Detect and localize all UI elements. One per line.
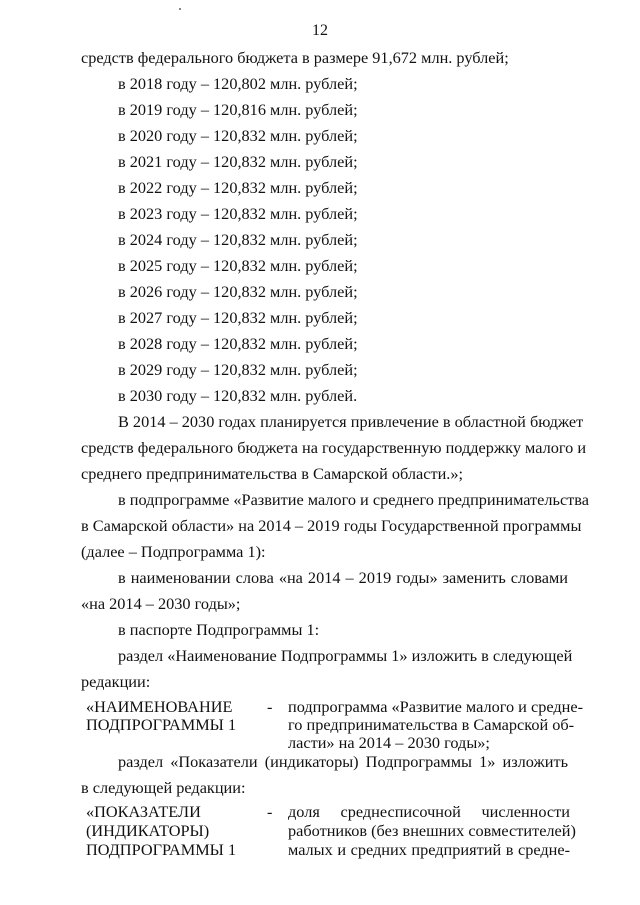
section-name-paragraph-line: редакции: bbox=[81, 672, 151, 691]
section-indicators-paragraph-line: раздел «Показатели (индикаторы) Подпрограммы 1» изложить bbox=[118, 752, 568, 771]
year-line: в 2027 году – 120,832 млн. рублей; bbox=[118, 308, 358, 327]
indicators-table-label: ПОДПРОГРАММЫ 1 bbox=[86, 840, 237, 859]
year-line: в 2024 году – 120,832 млн. рублей; bbox=[118, 230, 358, 249]
name-table-value: го предпринимательства в Самарской об- bbox=[288, 715, 575, 734]
name-paragraph-line: в наименовании слова «на 2014 – 2019 годы» заменить словами bbox=[118, 568, 568, 587]
subprogram-paragraph-line: в Самарской области» на 2014 – 2019 годы Государственной программы bbox=[81, 516, 582, 535]
indicators-table-dash: - bbox=[267, 802, 273, 821]
year-line: в 2029 году – 120,832 млн. рублей; bbox=[118, 360, 358, 379]
subprogram-paragraph-line: в подпрограмме «Развитие малого и среднего предпринимательства bbox=[118, 490, 589, 509]
indicators-table-value: доля среднесписочной численности bbox=[288, 802, 570, 821]
year-line: в 2026 году – 120,832 млн. рублей; bbox=[118, 282, 358, 301]
indicators-table-label: «ПОКАЗАТЕЛИ bbox=[86, 802, 201, 821]
subprogram-paragraph-line: (далее – Подпрограмма 1): bbox=[81, 542, 266, 561]
year-line: в 2025 году – 120,832 млн. рублей; bbox=[118, 256, 358, 275]
year-line: в 2023 году – 120,832 млн. рублей; bbox=[118, 204, 358, 223]
name-table-dash: - bbox=[267, 697, 273, 716]
year-line: в 2020 году – 120,832 млн. рублей; bbox=[118, 126, 358, 145]
passport-paragraph: в паспорте Подпрограммы 1: bbox=[118, 620, 320, 639]
plan-paragraph-line: средств федерального бюджета на государственную поддержку малого и bbox=[81, 438, 587, 457]
name-table-value: ласти» на 2014 – 2030 годы»; bbox=[288, 733, 490, 752]
plan-paragraph-line: В 2014 – 2030 годах планируется привлечение в областной бюджет bbox=[118, 412, 584, 431]
indicators-table-value: малых и средних предприятий в средне- bbox=[288, 840, 570, 859]
indicators-table-label: (ИНДИКАТОРЫ) bbox=[86, 821, 210, 840]
plan-paragraph-line: среднего предпринимательства в Самарской области.»; bbox=[81, 464, 464, 483]
indicators-table-value: работников (без внешних совместителей) bbox=[288, 821, 576, 840]
scan-speck bbox=[179, 8, 181, 10]
page-number: 12 bbox=[312, 22, 328, 39]
year-line: в 2018 году – 120,802 млн. рублей; bbox=[118, 74, 358, 93]
indicators-table bbox=[81, 802, 576, 862]
year-line: в 2022 году – 120,832 млн. рублей; bbox=[118, 178, 358, 197]
year-line: в 2028 году – 120,832 млн. рублей; bbox=[118, 334, 358, 353]
section-name-paragraph-line: раздел «Наименование Подпрограммы 1» изложить в следующей bbox=[118, 646, 573, 665]
section-indicators-paragraph-line: в следующей редакции: bbox=[81, 778, 246, 797]
year-line: в 2021 году – 120,832 млн. рублей; bbox=[118, 152, 358, 171]
name-table-value: подпрограмма «Развитие малого и средне- bbox=[288, 697, 583, 716]
name-table-label: ПОДПРОГРАММЫ 1 bbox=[86, 715, 237, 734]
name-paragraph-line: «на 2014 – 2030 годы»; bbox=[81, 594, 241, 613]
name-table-label: «НАИМЕНОВАНИЕ bbox=[86, 697, 233, 716]
name-table bbox=[81, 697, 583, 757]
intro-line: средств федерального бюджета в размере 91,672 млн. рублей; bbox=[81, 48, 509, 67]
year-line: в 2030 году – 120,832 млн. рублей. bbox=[118, 386, 358, 405]
year-line: в 2019 году – 120,816 млн. рублей; bbox=[118, 100, 358, 119]
